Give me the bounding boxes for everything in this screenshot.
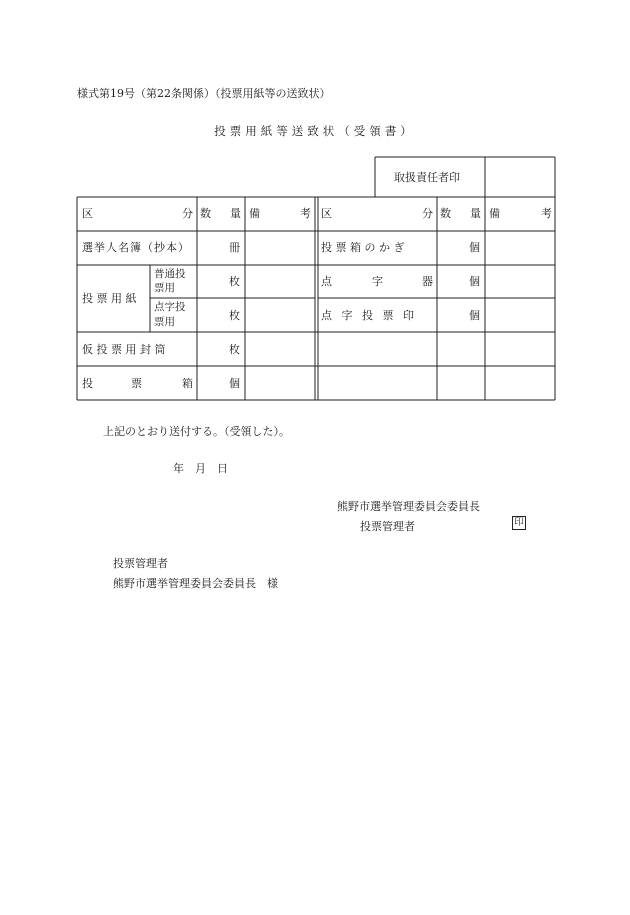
seal-mark: 印 (512, 516, 526, 530)
electoral-roll-unit: 冊 (229, 241, 240, 254)
handler-seal-label: 取扱責任者印 (394, 171, 460, 184)
ordinary-ballot-label-1: 普通投 (154, 268, 186, 280)
left-header-quantity-2: 量 (230, 207, 241, 220)
ballot-box-key-label: 投 票 箱 の か ぎ (321, 241, 405, 254)
recipient-manager: 投票管理者 (113, 557, 168, 570)
right-header-quantity-1: 数 (440, 207, 451, 220)
left-header-remarks-1: 備 (249, 207, 260, 220)
braille-device-label-2: 字 (372, 275, 383, 288)
ballot-box-label-1: 投 (82, 377, 93, 390)
right-header-category-2: 分 (422, 207, 433, 220)
sender-title: 熊野市選挙管理委員会委員長 (337, 500, 480, 513)
braille-device-unit: 個 (469, 275, 480, 288)
statement-text: 上記のとおり送付する。（受領した）。 (103, 425, 290, 438)
ballot-box-label-3: 箱 (182, 377, 193, 390)
sender-manager: 投票管理者 (360, 520, 415, 533)
ballot-box-unit: 個 (229, 377, 240, 390)
left-header-category-1: 区 (82, 207, 93, 220)
date-line: 年 月 日 (173, 462, 228, 475)
left-header-category-2: 分 (182, 207, 193, 220)
ballot-box-key-unit: 個 (469, 241, 480, 254)
form-number: 様式第19号（第22条関係）（投票用紙等の送致状） (77, 87, 331, 100)
left-header-remarks-2: 考 (300, 207, 311, 220)
right-header-remarks-2: 考 (541, 207, 552, 220)
braille-device-label-3: 器 (422, 275, 433, 288)
left-header-quantity-1: 数 (200, 207, 211, 220)
provisional-envelope-unit: 枚 (229, 343, 240, 356)
braille-ballot-label-2: 票用 (154, 316, 175, 328)
ordinary-ballot-unit: 枚 (229, 275, 240, 288)
right-header-quantity-2: 量 (470, 207, 481, 220)
ballot-paper-group-label: 投 票 用 紙 (82, 292, 137, 305)
ballot-box-label-2: 票 (131, 377, 142, 390)
document-title: 投票用紙等送致状（受領書） (214, 124, 416, 138)
provisional-envelope-label: 仮 投 票 用 封 筒 (82, 343, 166, 356)
electoral-roll-label: 選挙人名簿（抄本） (82, 241, 190, 254)
braille-device-label-1: 点 (321, 275, 332, 288)
recipient-title: 熊野市選挙管理委員会委員長 様 (113, 577, 278, 590)
right-header-category-1: 区 (321, 207, 332, 220)
braille-ballot-stamp-label: 点 字 投 票 印 (321, 309, 414, 322)
braille-ballot-label-1: 点字投 (154, 301, 186, 313)
ordinary-ballot-label-2: 票用 (154, 282, 175, 294)
braille-ballot-stamp-unit: 個 (469, 309, 480, 322)
braille-ballot-unit: 枚 (229, 309, 240, 322)
right-header-remarks-1: 備 (489, 207, 500, 220)
